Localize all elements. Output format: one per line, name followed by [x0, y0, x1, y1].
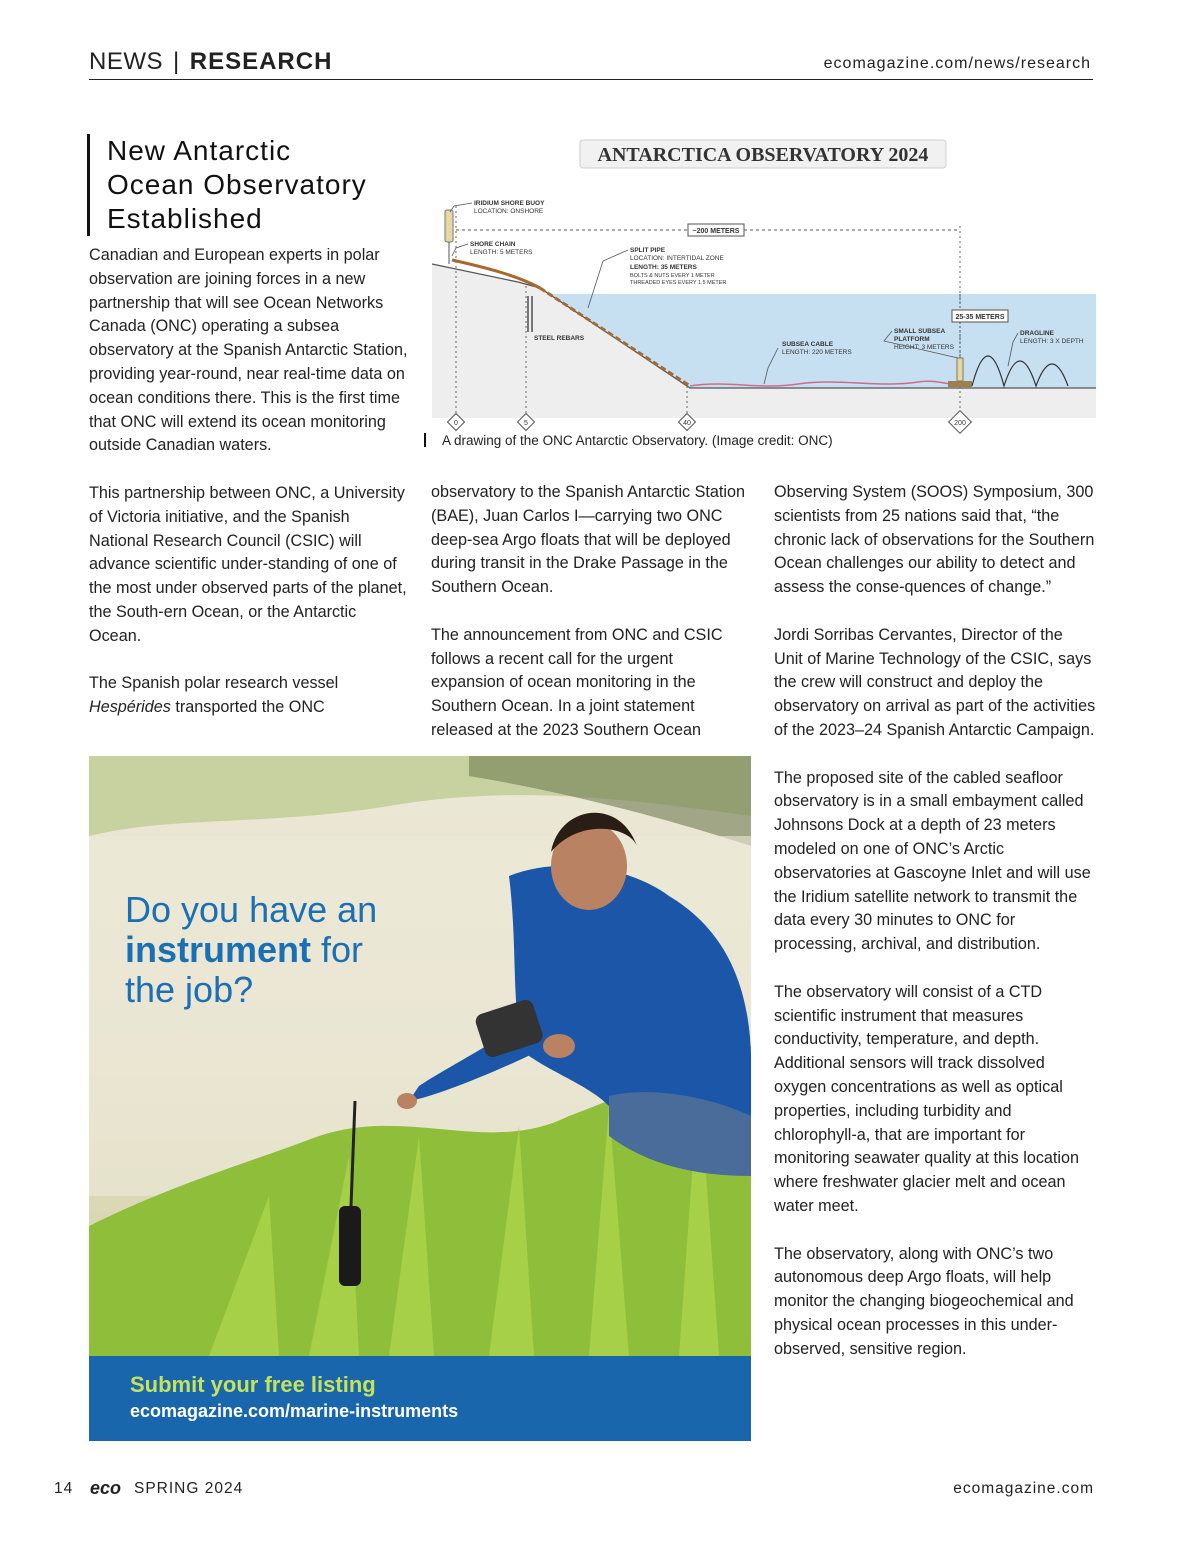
submit-listing-link[interactable]: Submit your free listing — [130, 1372, 376, 1397]
label-platform-h: HEIGHT: 3 METERS — [894, 344, 954, 351]
ad-headline-line3: the job? — [125, 969, 254, 1010]
label-pipe-loc: LOCATION: INTERTIDAL ZONE — [630, 255, 724, 262]
eco-logo: eco — [90, 1478, 122, 1498]
label-pipe-len: LENGTH: 35 METERS — [630, 264, 697, 271]
ad-cta-band[interactable] — [89, 1356, 751, 1441]
instrument-listing-ad[interactable] — [89, 756, 751, 1441]
label-dragline-len: LENGTH: 3 X DEPTH — [1020, 338, 1084, 345]
paragraph — [89, 672, 409, 720]
marker-200: 200 — [954, 420, 966, 427]
label-dragline: DRAGLINE — [1020, 330, 1054, 337]
headline-text — [107, 134, 407, 236]
label-cable-len: LENGTH: 220 METERS — [782, 349, 852, 356]
headline-line: Ocean Observatory — [107, 169, 367, 200]
footer-site: ecomagazine.com — [953, 1480, 1094, 1497]
page-number: 14 — [54, 1480, 74, 1497]
label-buoy: IRIDIUM SHORE BUOY — [474, 200, 545, 207]
distance-label: ~200 METERS — [692, 228, 740, 235]
paragraph: The proposed site of the cabled seafloor observatory is in a small embayment called Johnsons Dock at a depth of 23 meters modeled on one of ONC’s Arctic observatories at Gascoyne Inlet and will use the Iridium satellite network to transmit the data every 30 minutes to ONC for processing, archival, and distribution. — [774, 768, 1091, 954]
ad-photo — [89, 756, 751, 1356]
label-pipe-eyes: THREADED EYES EVERY 1.5 METER — [630, 280, 727, 286]
label-chain: SHORE CHAIN — [470, 241, 516, 248]
paragraph: observatory to the Spanish Antarctic Station (BAE), Juan Carlos I—carrying two ONC deep-sea Argo floats that will be deployed during transit in the Drake Passage in the Southern Ocean. — [431, 483, 746, 597]
paragraph: This partnership between ONC, a University of Victoria initiative, and the Spanish National Research Council (CSIC) will advance scientific under-standing of one of the most under observed parts of the planet, the South-ern Ocean, or the Antarctic Ocean. — [89, 483, 407, 645]
label-pipe: SPLIT PIPE — [630, 247, 666, 254]
diagram-title: ANTARCTICA OBSERVATORY 2024 — [597, 144, 929, 166]
section-label — [89, 48, 332, 76]
depth-label: 25-35 METERS — [955, 314, 1005, 321]
article-column-2 — [431, 481, 751, 743]
label-cable: SUBSEA CABLE — [782, 341, 834, 348]
diagram-caption — [424, 433, 1024, 448]
article-headline — [87, 134, 407, 236]
label-platform-2: PLATFORM — [894, 336, 930, 343]
label-pipe-bolts: BOLTS & NUTS EVERY 1 METER — [630, 273, 715, 279]
marker-5: 5 — [524, 420, 528, 427]
article-column-3 — [774, 481, 1096, 1361]
text-run: The Spanish polar research vessel — [89, 674, 339, 693]
text-run: transported the ONC — [170, 698, 325, 717]
paragraph: Jordi Sorribas Cervantes, Director of the Unit of Marine Technology of the CSIC, says the crew will construct and deploy the observatory on arrival as part of the activities of the 2023–24 Spanish Antarctic Campaign. — [774, 625, 1096, 739]
ad-headline-line2: for — [311, 929, 364, 970]
subsection-name: RESEARCH — [189, 48, 333, 75]
section-separator: | — [173, 48, 180, 75]
label-platform: SMALL SUBSEA — [894, 328, 946, 335]
headline-line: Established — [107, 203, 263, 234]
paragraph: Observing System (SOOS) Symposium, 300 scientists from 25 nations said that, “the chronic lack of observations for the Southern Ocean challenges our ability to detect and assess the conse-quences of change.” — [774, 483, 1095, 597]
paragraph: The observatory will consist of a CTD scientific instrument that measures conductivity, temperature, and depth. Additional sensors will track dissolved oxygen concentrations as well as optical properties, including turbidity and chlorophyll-a, that are important for monitoring seawater quality at this location where freshwater glacier melt and ocean water meet. — [774, 982, 1080, 1215]
platform-base — [948, 381, 972, 387]
caption-text: A drawing of the ONC Antarctic Observatory. (Image credit: ONC) — [442, 433, 833, 448]
section-url: ecomagazine.com/news/research — [823, 55, 1091, 72]
marine-instruments-url[interactable]: ecomagazine.com/marine-instruments — [130, 1401, 459, 1421]
article-column-1 — [89, 244, 409, 720]
caption-bar — [424, 433, 426, 447]
vessel-name: Hespérides — [89, 698, 171, 717]
section-name: NEWS — [89, 48, 163, 75]
page-footer — [54, 1478, 1094, 1502]
label-chain-len: LENGTH: 5 METERS — [470, 249, 533, 256]
marker-0: 0 — [454, 420, 458, 427]
label-rebars: STEEL REBARS — [534, 335, 585, 342]
platform-mast — [957, 358, 963, 381]
observatory-diagram — [428, 136, 1096, 436]
ad-headline — [125, 890, 485, 1010]
ad-headline-bold: instrument — [125, 929, 312, 970]
marker-40: 40 — [683, 420, 691, 427]
issue-label: SPRING 2024 — [134, 1480, 244, 1497]
page-header — [89, 48, 1093, 80]
paragraph: The announcement from ONC and CSIC follows a recent call for the urgent expansion of ocean monitoring in the Southern Ocean. In a joint statement released at the 2023 Southern Ocean — [431, 625, 723, 739]
buoy-icon — [445, 210, 453, 242]
ad-headline-line1: Do you have an — [125, 889, 378, 930]
label-buoy-loc: LOCATION: ONSHORE — [474, 208, 544, 215]
paragraph: The observatory, along with ONC’s two autonomous deep Argo floats, will help monitor the changing biogeochemical and physical ocean processes in this under-observed, sensitive region. — [774, 1244, 1074, 1358]
paragraph: Canadian and European experts in polar observation are joining forces in a new partnership that will see Ocean Networks Canada (ONC) operating a subsea observatory at the Spanish Antarctic Station, providing year-round, near real-time data on ocean conditions there. This is the first time that ONC will extend its ocean monitoring outside Canadian waters. — [89, 246, 408, 455]
headline-line: New Antarctic — [107, 135, 292, 166]
observatory-diagram-svg — [428, 136, 1096, 436]
